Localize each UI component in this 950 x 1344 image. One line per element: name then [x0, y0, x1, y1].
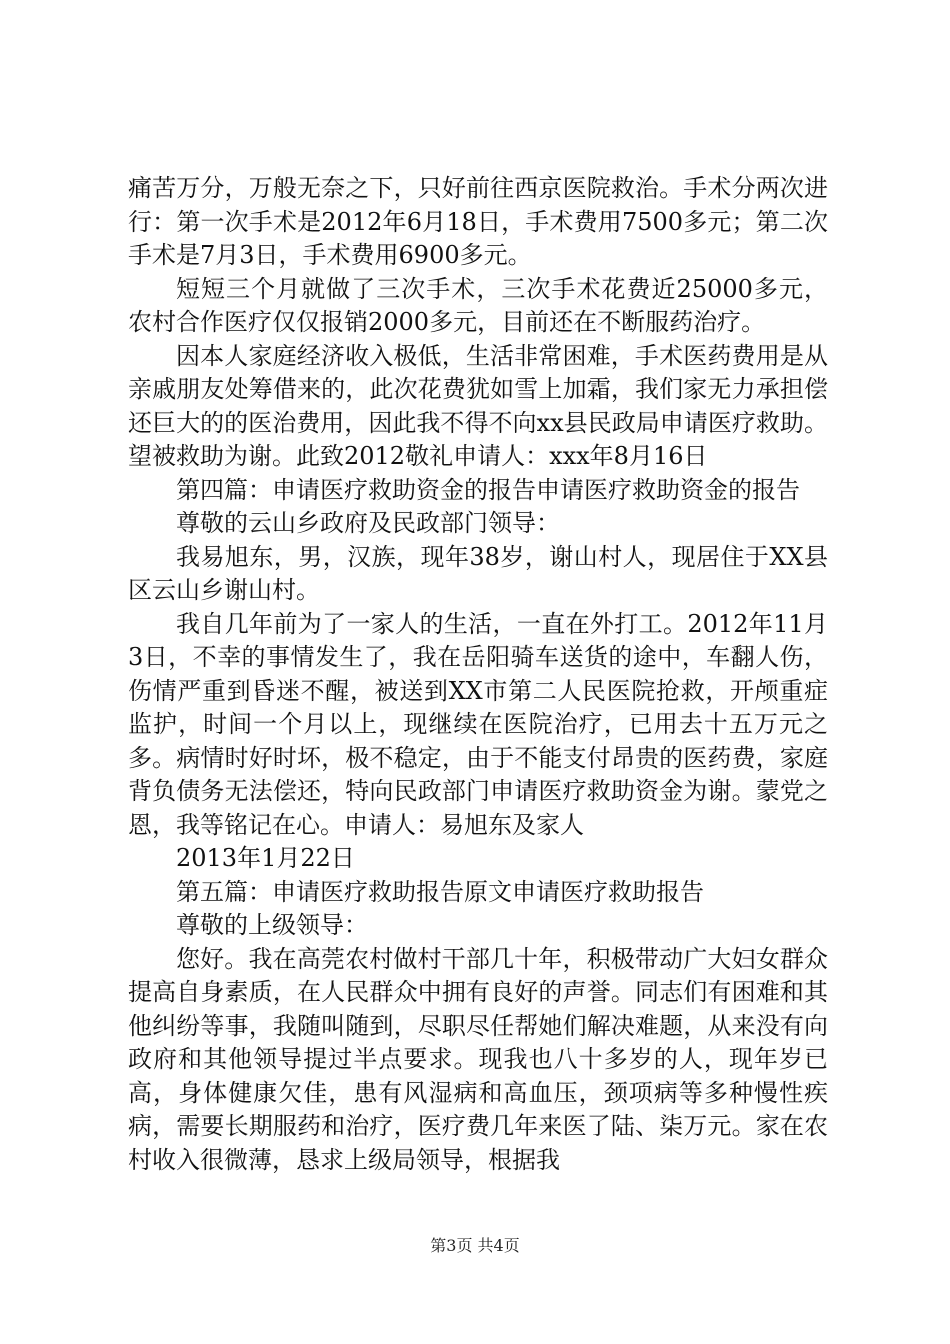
salutation-5: 尊敬的上级领导： [176, 911, 368, 939]
section-heading-4: 第四篇：申请医疗救助资金的报告申请医疗救助资金的报告 [176, 475, 800, 504]
page-footer: 第3页 共4页 [430, 1236, 520, 1255]
paragraph-3: 因本人家庭经济收入极低，生活非常困难，手术医药费用是从亲戚朋友处筹借来的，此次花费犹如雪上加霜，我们家无力承担偿还巨大的的医治费用，因此我不得不向xx县民政局申请医疗救助。望被救助为谢。此致2012敬礼申请人：xxx年8月16日 [128, 341, 828, 470]
paragraph-7: 我自几年前为了一家人的生活，一直在外打工。2012年11月3日，不幸的事情发生了，我在岳阳骑车送货的途中，车翻人伤，伤情严重到昏迷不醒，被送到XX市第二人民医院抢救，开颅重症监护，时间一个月以上，现继续在医院治疗，已用去十五万元之多。病情时好时坏，极不稳定，由于不能支付昂贵的医药费，家庭背负债务无法偿还，特向民政部门申请医疗救助资金为谢。蒙党之恩，我等铭记在心。申请人：易旭东及家人 [128, 609, 828, 839]
paragraph-6: 我易旭东，男，汉族，现年38岁，谢山村人，现居住于XX县区云山乡谢山村。 [128, 542, 828, 604]
paragraph-1: 痛苦万分，万般无奈之下，只好前往西京医院救治。手术分两次进行：第一次手术是2012年6月18日，手术费用7500多元；第二次手术是7月3日，手术费用6900多元。 [128, 174, 828, 269]
date-line: 2013年1月22日 [176, 844, 355, 872]
salutation-4: 尊敬的云山乡政府及民政部门领导： [176, 509, 560, 537]
paragraph-11: 您好。我在高莞农村做村干部几十年，积极带动广大妇女群众提高自身素质，在人民群众中拥有良好的声誉。同志们有困难和其他纠纷等事，我随叫随到，尽职尽任帮她们解决难题，从来没有向政府和其他领导提过半点要求。现我也八十多岁的人，现年岁已高，身体健康欠佳，患有风湿病和高血压，颈项病等多种慢性疾病，需要长期服药和治疗，医疗费几年来医了陆、柒万元。家在农村收入很微薄，恳求上级局领导，根据我 [128, 944, 828, 1174]
document-body [128, 172, 828, 1177]
paragraph-2: 短短三个月就做了三次手术，三次手术花费近25000多元，农村合作医疗仅仅报销2000多元，目前还在不断服药治疗。 [128, 274, 828, 336]
section-heading-5: 第五篇：申请医疗救助报告原文申请医疗救助报告 [176, 877, 704, 906]
